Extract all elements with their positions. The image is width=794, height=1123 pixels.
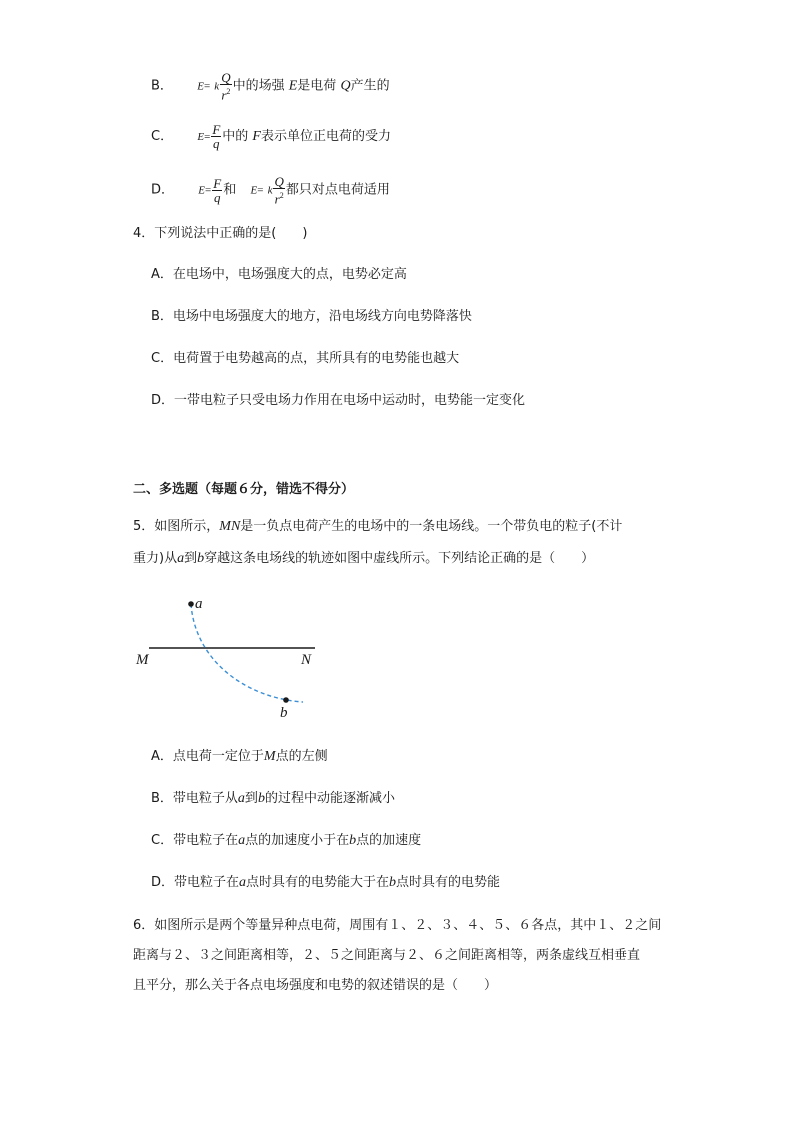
equals-sign: =	[204, 131, 211, 143]
option-text: 点时具有的电势能	[396, 875, 501, 890]
q3-option-c	[151, 123, 391, 150]
equals-sign: =	[257, 184, 264, 197]
q6-stem-line2: 距离与２、３之间距离相等，２、５之间距离与２、６之间距离相等，两条虚线互相垂直	[133, 948, 641, 963]
fraction-denominator	[221, 85, 230, 101]
symbol-b: b	[197, 551, 205, 566]
symbol-b: b	[349, 833, 357, 848]
stem-text: 到	[184, 551, 198, 566]
fraction-q-over-r2	[220, 71, 231, 101]
fraction-numerator: F	[213, 175, 222, 191]
label-n: N	[301, 652, 312, 668]
option-text: 点时具有的电势能大于在	[246, 875, 390, 890]
symbol-e: E	[197, 80, 204, 93]
symbol-k: k	[267, 184, 273, 197]
option-text: 点的加速度小于在	[245, 833, 350, 848]
equals-sign: =	[203, 80, 211, 93]
q4-stem: 4．下列说法中正确的是( )	[133, 226, 308, 241]
option-text: 中的	[222, 129, 249, 144]
exponent: 2	[226, 87, 231, 96]
fraction-denominator	[275, 189, 284, 205]
option-text: 表示单位正电荷的受力	[260, 129, 391, 144]
q4-option-a: A．在电场中，电场强度大的点，电势必定高	[151, 267, 407, 282]
label-b: b	[280, 705, 288, 721]
q4-option-c: C．电荷置于电势越高的点，其所具有的电势能也越大	[151, 351, 460, 366]
q5-option-b	[151, 789, 395, 809]
fraction-denominator: q	[213, 136, 220, 151]
point-b-dot	[283, 697, 289, 703]
equals-sign: =	[205, 184, 212, 197]
fraction-numerator: Q	[221, 70, 231, 85]
stem-text: 5．如图所示，	[133, 519, 220, 534]
option-text: 到	[244, 791, 258, 806]
fraction-f-over-q	[212, 177, 222, 204]
fraction-numerator: Q	[274, 174, 284, 189]
option-label: C．	[151, 129, 174, 144]
q6-stem-line3: 且平分，那么关于各点电场强度和电势的叙述错误的是（ ）	[133, 978, 498, 993]
q5-option-d	[151, 873, 500, 893]
q3-option-d	[151, 175, 390, 205]
option-text: D．带电粒子在	[151, 875, 240, 890]
symbol-a: a	[237, 791, 245, 806]
stem-text: 是一负点电荷产生的电场中的一条电场线。一个带负电的粒子(不计	[240, 519, 623, 534]
q3-option-b	[151, 71, 390, 101]
symbol-a: a	[238, 833, 246, 848]
fraction-denominator: q	[213, 189, 221, 205]
q4-option-b: B．电场中电场强度大的地方，沿电场线方向电势降落快	[151, 309, 472, 324]
q5-figure	[125, 590, 345, 730]
option-text: 和	[223, 182, 237, 198]
symbol-b: b	[257, 791, 265, 806]
stem-text: 穿越这条电场线的轨迹如图中虚线所示。下列结论正确的是（ ）	[204, 551, 595, 566]
exponent: 2	[279, 191, 284, 200]
option-text: 中的场强	[232, 78, 285, 94]
point-a-dot	[188, 601, 194, 607]
option-label: B．	[151, 78, 173, 94]
symbol-b: b	[389, 875, 397, 890]
symbol-f: F	[252, 129, 261, 144]
option-text: 点的加速度	[356, 833, 422, 848]
denominator-symbol: r	[221, 87, 227, 103]
symbol-q: Q	[340, 78, 351, 94]
symbol-a: a	[239, 875, 247, 890]
option-text: 是电荷	[297, 78, 337, 94]
section-title: 二、多选题（每题６分，错选不得分）	[133, 482, 355, 497]
symbol-e: E	[198, 184, 206, 197]
symbol-e: E	[288, 78, 298, 94]
label-m: M	[136, 652, 149, 668]
symbol-k: k	[214, 80, 220, 93]
q5-option-c	[151, 831, 421, 851]
option-text: A．点电荷一定位于	[151, 749, 264, 764]
option-text: 都只对点电荷适用	[285, 182, 390, 198]
denominator-symbol: r	[274, 191, 280, 207]
stem-text: 重力)从	[133, 551, 178, 566]
q5-stem-line2	[133, 549, 594, 569]
q5-option-a	[151, 747, 328, 767]
symbol-e: E	[197, 131, 205, 143]
option-text: B．带电粒子从	[151, 791, 238, 806]
symbol-e: E	[250, 184, 258, 197]
symbol-a: a	[177, 551, 185, 566]
option-text: C．带电粒子在	[151, 833, 239, 848]
option-label: D．	[151, 182, 175, 198]
fraction-q-over-r2	[273, 175, 284, 205]
label-a: a	[195, 596, 203, 612]
q5-stem-line1	[133, 517, 622, 537]
fraction-f-over-q	[211, 123, 221, 150]
fraction-numerator: F	[212, 122, 221, 137]
q6-stem-line1: 6．如图所示是两个等量异种点电荷，周围有１、２、３、４、５、６各点，其中１、２之间	[133, 918, 662, 933]
symbol-m: M	[263, 749, 276, 764]
particle-trajectory	[191, 604, 303, 702]
symbol-mn: MN	[219, 519, 241, 534]
q4-option-d: D．一带电粒子只受电场力作用在电场中运动时，电势能一定变化	[151, 393, 526, 408]
option-text: 的过程中动能逐渐减小	[264, 791, 395, 806]
option-text: 产生的	[350, 78, 390, 94]
option-text: 点的左侧	[275, 749, 328, 764]
